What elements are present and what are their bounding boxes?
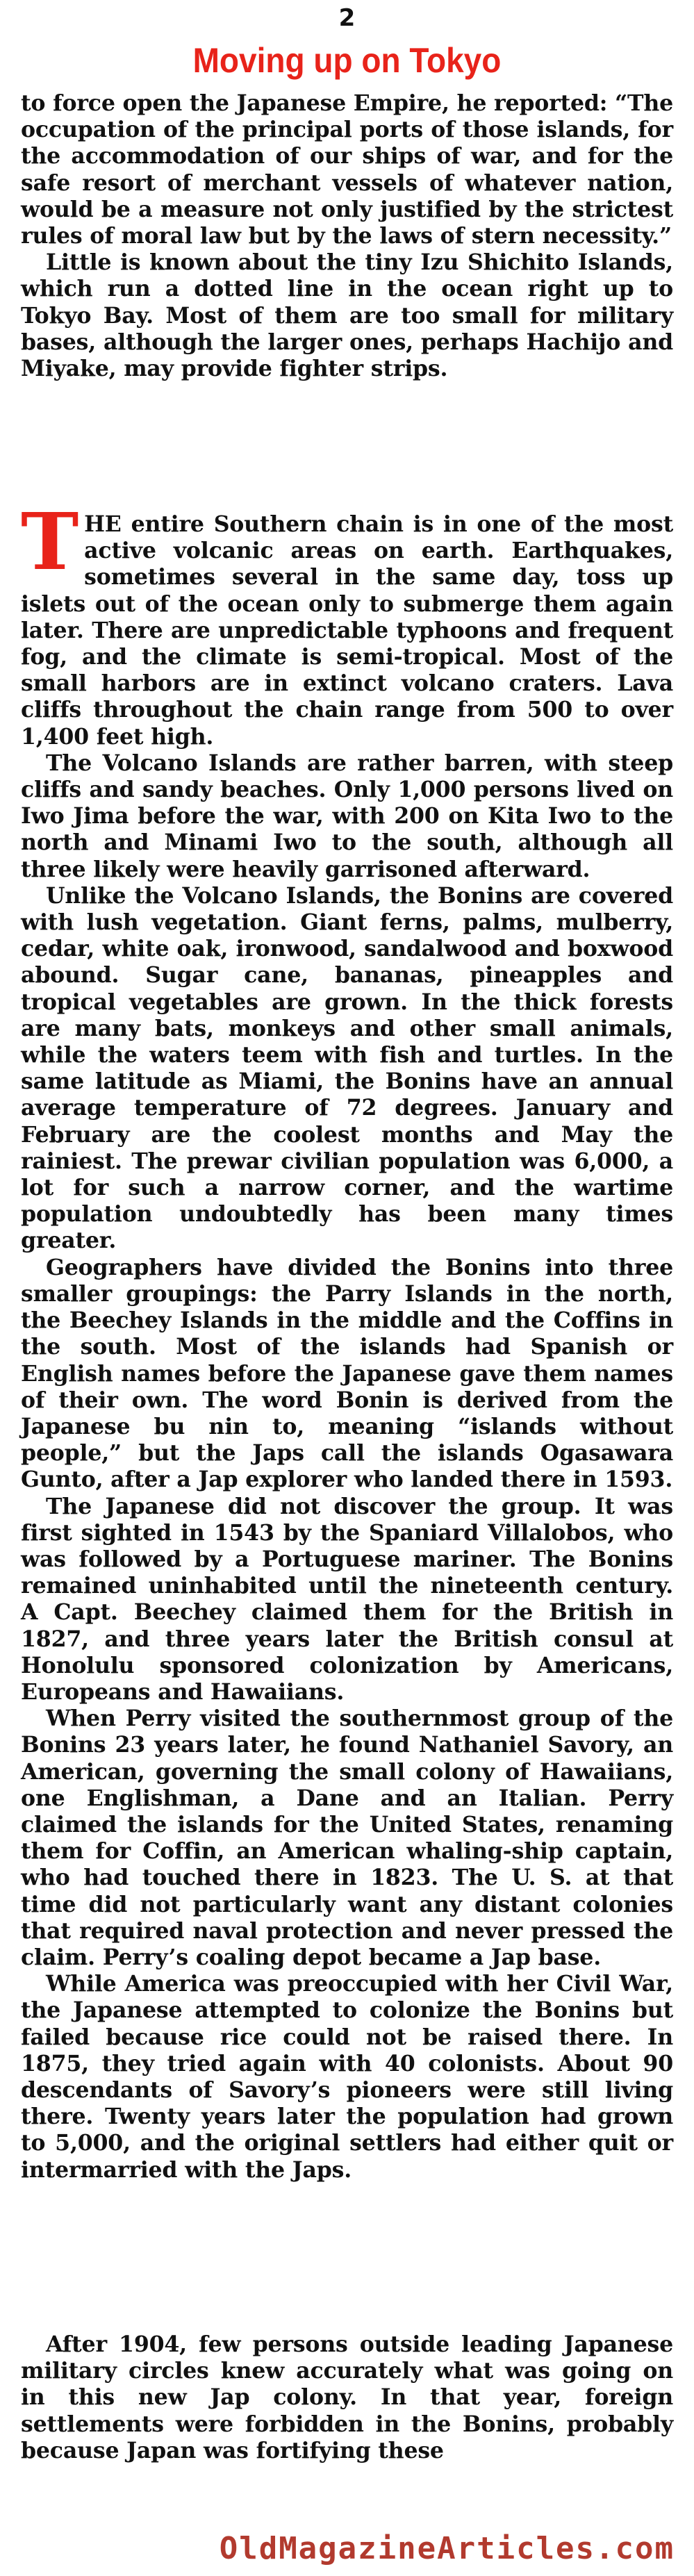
lead-paragraph-text: entire Southern chain is in one of the most active volcanic areas on earth. Earthquakes, sometimes several in the same day, toss up islets out of the ocean only to submerge them again later. There are unpredictable typhoons and frequent fog, and the climate is semi-tropical. Most of the small harbors are in extinct volcano craters. Lava cliffs throughout the chain range from 500 to over 1,400 feet high.: [21, 511, 673, 750]
site-watermark: OldMagazineArticles.com: [219, 2531, 675, 2566]
paragraph: When Perry visited the southernmost group of the Bonins 23 years later, he found Nathaniel Savory, an American, governing the small colony of Hawaiians, one Englishman, a Dane and an Italian. Perry claimed the islands for the United States, renaming them for Coffin, an American whaling-ship captain, who had touched there in 1823. The U. S. at that time did not particularly want any distant colonies that required naval protection and never pressed the claim. Perry’s coaling depot became a Jap base.: [21, 1706, 673, 1970]
paragraph: Little is known about the tiny Izu Shichito Islands, which run a dotted line in the ocean right up to Tokyo Bay. Most of them are too small for military bases, although the larger ones, perhaps Hachijo and Miyake, may provide fighter strips.: [21, 249, 673, 382]
page-number: 2: [338, 4, 356, 32]
paragraph: The Japanese did not discover the group. It was first sighted in 1543 by the Spaniard Villalobos, who was followed by a Portuguese mariner. The Bonins remained uninhabited until the nineteenth century. A Capt. Beechey claimed them for the British in 1827, and three years later the British consul at Honolulu sponsored colonization by Americans, Europeans and Hawaiians.: [21, 1493, 673, 1705]
drop-cap: T: [21, 497, 79, 588]
paragraph: After 1904, few persons outside leading Japanese military circles knew accurately what was going on in this new Jap colony. In that year, foreign settlements were forbidden in the Bonins, probably because Japan was fortifying these: [21, 2331, 673, 2463]
article-section-3: [21, 2331, 673, 2464]
paragraph: The Volcano Islands are rather barren, with steep cliffs and sandy beaches. Only 1,000 persons lived on Iwo Jima before the war, with 200 on Kita Iwo to the north and Minami Iwo to the south, although all three likely were heavily garrisoned afterward.: [21, 750, 673, 882]
paragraph: Unlike the Volcano Islands, the Bonins are covered with lush vegetation. Giant ferns, palms, mulberry, cedar, white oak, ironwood, sandalwood and boxwood abound. Sugar cane, bananas, pineapples and tropical vegetables are grown. In the thick forests are many bats, monkeys and other small animals, while the waters teem with fish and turtles. In the same latitude as Miami, the Bonins have an annual average temperature of 72 degrees. January and February are the coolest months and May the rainiest. The prewar civilian population was 6,000, a lot for such a narrow corner, and the wartime population undoubtedly has been many times greater.: [21, 882, 673, 1254]
paragraph: to force open the Japanese Empire, he reported: “The occupation of the principal ports of those islands, for the accommodation of our ships of war, and for the safe resort of merchant vessels of whatever nation, would be a measure not only justified by the strictest rules of moral law but by the laws of stern necessity.”: [21, 90, 673, 249]
paragraph: While America was preoccupied with her Civil War, the Japanese attempted to colonize the Bonins but failed because rice could not be raised there. In 1875, they tried again with 40 colonists. About 90 descendants of Savory’s pioneers were still living there. Twenty years later the population had grown to 5,000, and the original settlers had either quit or intermarried with the Japs.: [21, 1971, 673, 2183]
article-section-2: [21, 497, 673, 2183]
headline: Moving up on Tokyo: [192, 41, 502, 80]
drop-cap-rest: HE: [84, 511, 122, 537]
lead-paragraph: [21, 497, 673, 750]
article-section-1: [21, 90, 673, 382]
paragraph: Geographers have divided the Bonins into three smaller groupings: the Parry Islands in the north, the Beechey Islands in the middle and the Coffins in the south. Most of the islands had Spanish or English names before the Japanese gave them names of their own. The word Bonin is derived from the Japanese bu nin to, meaning “islands without people,” but the Japs call the islands Ogasawara Gunto, after a Jap explorer who landed there in 1593.: [21, 1254, 673, 1493]
